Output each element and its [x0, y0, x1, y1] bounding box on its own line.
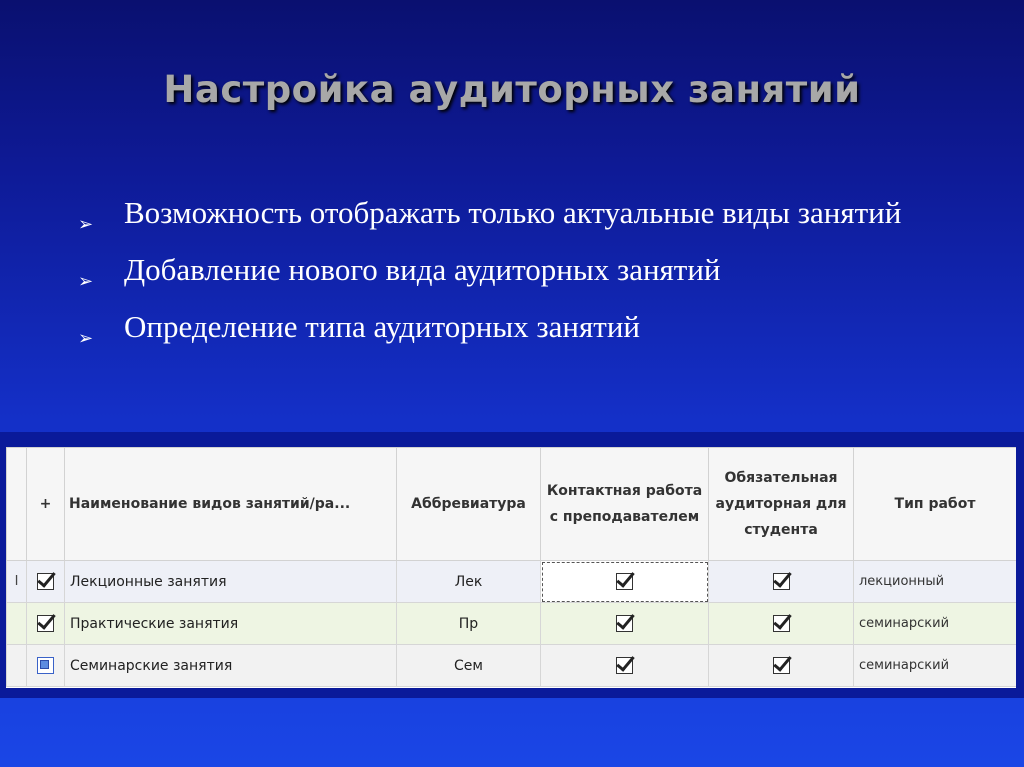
bullet-arrow-icon: ➢	[78, 328, 94, 349]
work-type-cell[interactable]: лекционный	[854, 561, 1017, 603]
mandatory-checkbox[interactable]	[709, 645, 854, 687]
bullet-item	[78, 306, 958, 347]
mandatory-checkbox[interactable]	[709, 603, 854, 645]
active-checkbox[interactable]	[27, 561, 65, 603]
grid-header-row	[7, 448, 1017, 561]
header-contact-work[interactable]: Контактная работа с преподавателем	[541, 448, 709, 561]
lesson-name-cell[interactable]: Практические занятия	[65, 603, 397, 645]
bullet-text: Возможность отображать только актуальные виды занятий	[124, 195, 902, 230]
checkbox-checked-icon	[616, 573, 633, 590]
table-row[interactable]	[7, 561, 1017, 603]
lesson-name-cell[interactable]: Лекционные занятия	[65, 561, 397, 603]
slide-title: Настройка аудиторных занятий	[163, 68, 861, 111]
header-abbreviation[interactable]: Аббревиатура	[397, 448, 541, 561]
checkbox-checked-icon	[773, 573, 790, 590]
abbreviation-cell[interactable]: Пр	[397, 603, 541, 645]
checkbox-checked-icon	[616, 657, 633, 674]
mandatory-checkbox[interactable]	[709, 561, 854, 603]
header-name[interactable]: Наименование видов занятий/ра...	[65, 448, 397, 561]
bullet-item	[78, 249, 958, 290]
table-row[interactable]	[7, 645, 1017, 687]
checkbox-checked-icon	[37, 615, 54, 632]
contact-work-checkbox[interactable]	[541, 561, 709, 603]
header-mandatory[interactable]: Обязательная аудиторная для студента	[709, 448, 854, 561]
header-work-type[interactable]: Тип работ	[854, 448, 1017, 561]
checkbox-checked-icon	[773, 615, 790, 632]
work-type-cell[interactable]: семинарский	[854, 603, 1017, 645]
contact-work-checkbox[interactable]	[541, 603, 709, 645]
contact-work-checkbox[interactable]	[541, 645, 709, 687]
table-row[interactable]	[7, 603, 1017, 645]
bullet-item	[78, 192, 958, 233]
row-marker	[7, 603, 27, 645]
abbreviation-cell[interactable]: Лек	[397, 561, 541, 603]
active-checkbox[interactable]	[27, 645, 65, 687]
bullet-arrow-icon: ➢	[78, 271, 94, 292]
checkbox-checked-icon	[773, 657, 790, 674]
lesson-types-grid	[6, 447, 1016, 688]
abbreviation-cell[interactable]: Сем	[397, 645, 541, 687]
checkbox-checked-icon	[37, 573, 54, 590]
work-type-cell[interactable]: семинарский	[854, 645, 1017, 687]
row-marker: I	[7, 561, 27, 603]
header-add[interactable]: +	[27, 448, 65, 561]
active-checkbox[interactable]	[27, 603, 65, 645]
header-marker	[7, 448, 27, 561]
row-marker	[7, 645, 27, 687]
checkbox-checked-icon	[616, 615, 633, 632]
bullet-text: Определение типа аудиторных занятий	[124, 309, 640, 344]
checkbox-indeterminate-icon	[37, 657, 54, 674]
lesson-name-cell[interactable]: Семинарские занятия	[65, 645, 397, 687]
bullet-text: Добавление нового вида аудиторных занятий	[124, 252, 721, 287]
bullet-list	[78, 192, 958, 363]
bullet-arrow-icon: ➢	[78, 214, 94, 235]
